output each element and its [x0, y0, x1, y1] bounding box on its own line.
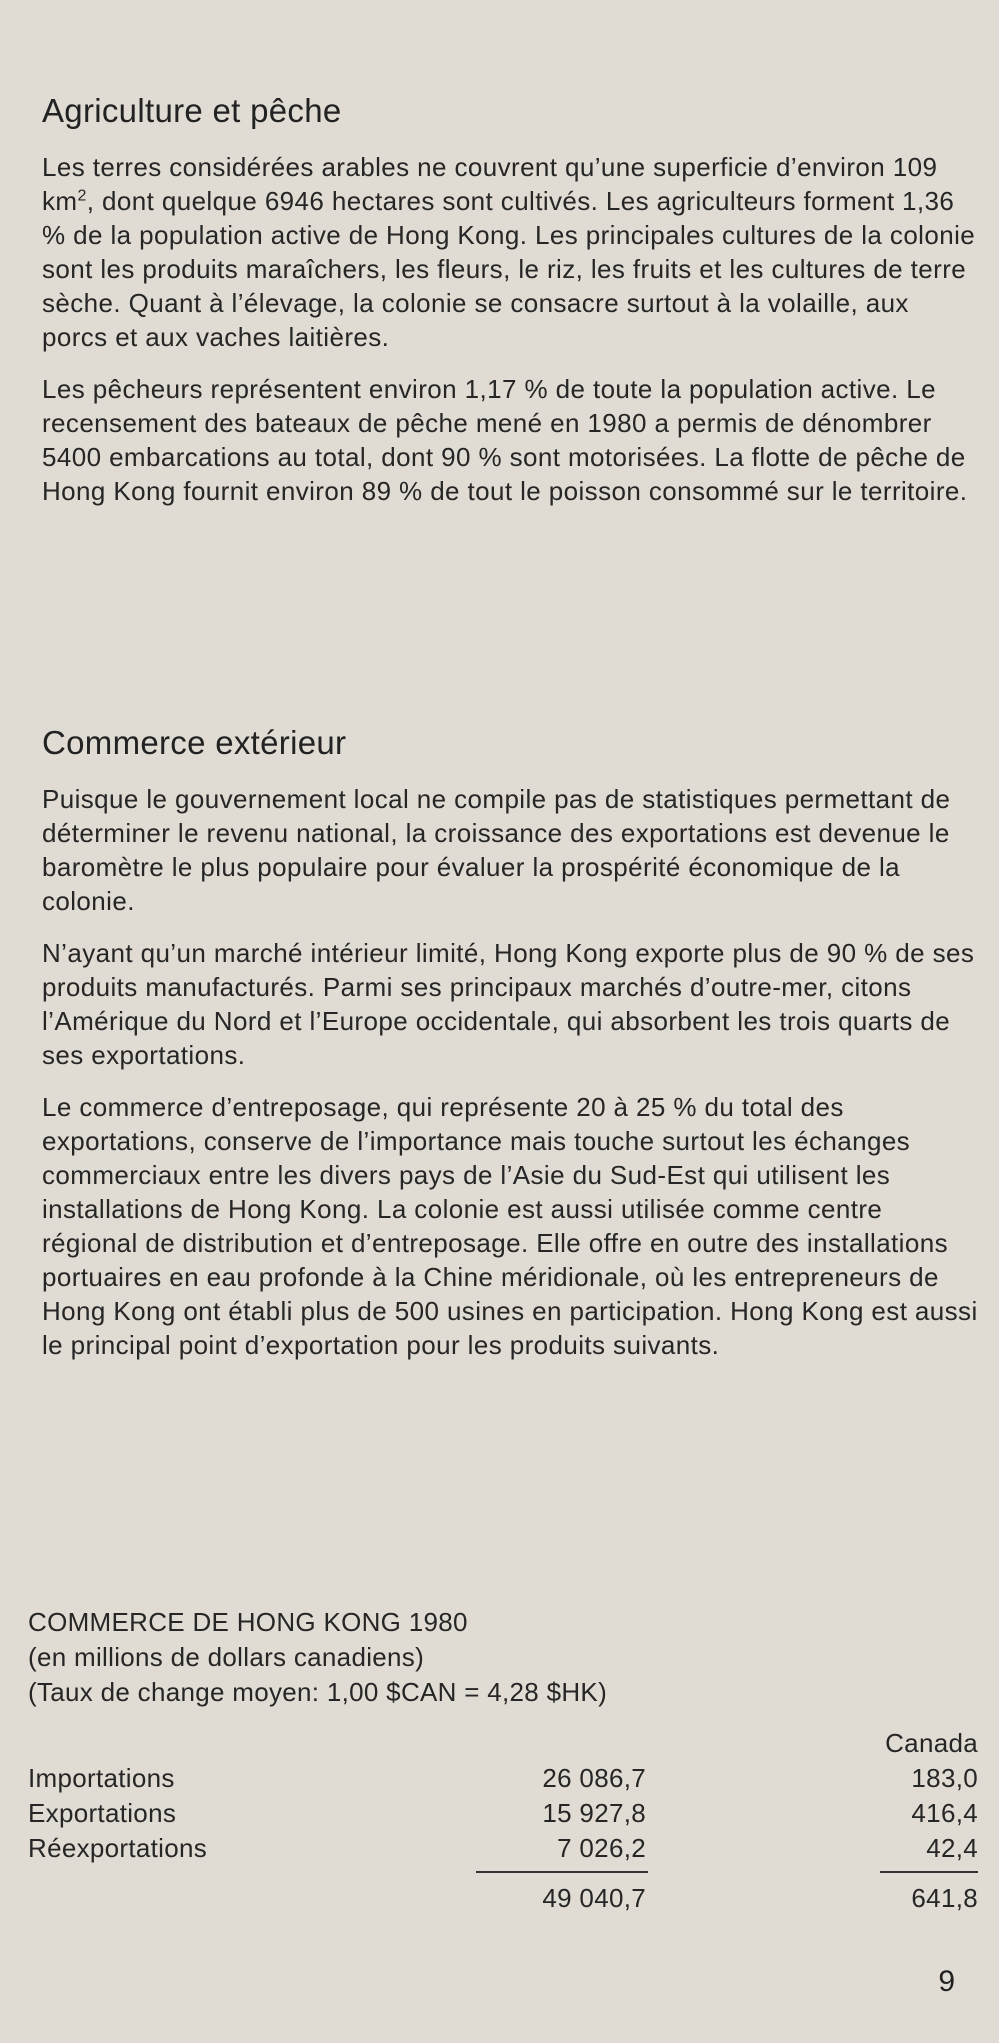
row-total: 15 927,8	[542, 1798, 646, 1828]
trade-table	[28, 1726, 978, 1916]
row-canada: 183,0	[911, 1763, 978, 1793]
p1-text-b: , dont quelque 6946 hectares sont cultivés. Les agriculteurs forment 1,36 % de la population active de Hong Kong. Les principales cultures de la colonie sont les produits maraîchers, les fleurs, le riz, les fruits et les cultures de terre sèche. Quant à l’élevage, la colonie se consacre surtout à la volaille, aux porcs et aux vaches laitières.	[42, 186, 976, 352]
row-label: Importations	[28, 1763, 175, 1793]
total-rule	[476, 1871, 648, 1873]
sum-total: 49 040,7	[542, 1883, 646, 1913]
superscript: 2	[77, 187, 87, 205]
canada-total-rule	[880, 1871, 978, 1873]
table-row	[28, 1761, 978, 1796]
row-total: 7 026,2	[557, 1833, 646, 1863]
sum-canada: 641,8	[911, 1883, 978, 1913]
canada-column-header: Canada	[885, 1728, 978, 1758]
table-row	[28, 1831, 978, 1866]
page-number: 9	[938, 1965, 955, 1998]
paragraph-commerce-1: Puisque le gouvernement local ne compile pas de statistiques permettant de déterminer le revenu national, la croissance des exportations est devenue le baromètre le plus populaire pour évaluer la prospérité économique de la colonie.	[42, 784, 951, 916]
table-row	[28, 1796, 978, 1831]
row-label: Exportations	[28, 1798, 177, 1828]
paragraph-commerce-2: N’ayant qu’un marché intérieur limité, Hong Kong exporte plus de 90 % de ses produits manufacturés. Parmi ses principaux marchés d’outre-mer, citons l’Amérique du Nord et l’Europe occidentale, qui absorbent les trois quarts de ses exportations.	[42, 938, 975, 1070]
trade-title: COMMERCE DE HONG KONG 1980	[28, 1607, 468, 1637]
section-commerce	[42, 724, 982, 1380]
paragraph-agriculture	[42, 150, 982, 354]
row-canada: 42,4	[926, 1833, 978, 1863]
trade-subtitle: (en millions de dollars canadiens)	[28, 1642, 425, 1672]
paragraph-commerce-3: Le commerce d’entreposage, qui représente 20 à 25 % du total des exportations, conserve de l’importance mais touche surtout les échanges commerciaux entre les divers pays de l’Asie du Sud-Est qui utilisent les installations de Hong Kong. La colonie est aussi utilisée comme centre régional de distribution et d’entreposage. Elle offre en outre des installations portuaires en eau profonde à la Chine méridionale, où les entrepreneurs de Hong Kong ont établi plus de 500 usines en participation. Hong Kong est aussi le principal point d’exportation pour les produits suivants.	[42, 1092, 978, 1360]
trade-rate: (Taux de change moyen: 1,00 $CAN = 4,28 $HK)	[28, 1677, 608, 1707]
row-label: Réexportations	[28, 1833, 208, 1863]
row-total: 26 086,7	[542, 1763, 646, 1793]
row-canada: 416,4	[911, 1798, 978, 1828]
heading-commerce: Commerce extérieur	[42, 724, 347, 761]
p1-text-a: Les terres considérées arables ne couvrent qu’une superficie d’environ 109 km	[42, 152, 938, 216]
table-row-sum	[28, 1881, 978, 1916]
section-agriculture	[42, 92, 982, 526]
trade-table-block	[28, 1605, 978, 1916]
heading-agriculture: Agriculture et pêche	[42, 92, 342, 129]
paragraph-peche: Les pêcheurs représentent environ 1,17 % de toute la population active. Le recensement des bateaux de pêche mené en 1980 a permis de dénombrer 5400 embarcations au total, dont 90 % sont motorisées. La flotte de pêche de Hong Kong fournit environ 89 % de tout le poisson consommé sur le territoire.	[42, 374, 968, 506]
